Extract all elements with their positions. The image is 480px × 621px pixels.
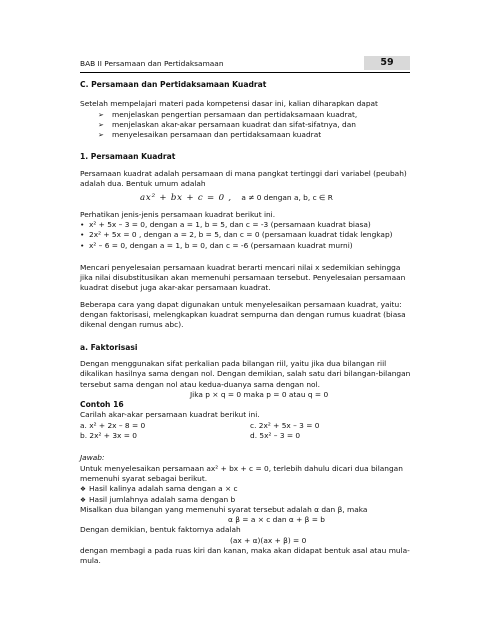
objective-item: ➢ menjelaskan akar-akar persamaan kuadrat dan sifat-sifatnya, dan [80,120,412,130]
example-item: b. 2x² + 3x = 0 [80,431,137,441]
definition-paragraph: Persamaan kuadrat adalah persamaan di mana pangkat tertinggi dari variabel (peubah) adalah dua. Bentuk umum adalah [80,168,407,189]
alpha-beta-relation: α β = a × c dan α + β = b [228,515,325,525]
type-item: • 2x² + 5x = 0 , dengan a = 2, b = 5, dan c = 0 (persamaan kuadrat tidak lengkap) [80,230,412,240]
answer-paragraph-3: Dengan demikian, bentuk faktornya adalah [80,525,241,535]
chapter-title: BAB II Persamaan dan Pertidaksamaan [80,59,224,68]
example-item: d. 5x² – 3 = 0 [250,431,301,441]
zero-product-rule: Jika p × q = 0 maka p = 0 atau q = 0 [190,389,329,399]
header-rule [80,72,410,73]
page-header [80,56,410,74]
answer-paragraph-2: Misalkan dua bilangan yang memenuhi syarat tersebut adalah α dan β, maka [80,504,368,514]
objective-item: ➢ menjelaskan pengertian persamaan dan pertidaksamaan kuadrat, [80,110,412,120]
types-list [80,220,412,251]
example-intro: Carilah akar-akar persamaan kuadrat berikut ini. [80,410,260,420]
general-form-condition: a ≠ 0 dengan a, b, c ∈ R [241,193,333,203]
page-number: 59 [364,56,410,70]
page-content [80,80,412,567]
general-form-equation: ax² + bx + c = 0 , [140,193,232,204]
answer-paragraph: Untuk menyelesaikan persamaan ax² + bx + c = 0, terlebih dahulu dicari dua bilangan memenuhi syarat sebagai berikut. [80,463,403,483]
answer-paragraph-4: dengan membagi a pada ruas kiri dan kanan, maka akan didapat bentuk asal atau mula-mula. [80,545,410,566]
type-item: • x² + 5x – 3 = 0, dengan a = 1, b = 5, dan c = -3 (persamaan kuadrat biasa) [80,220,412,230]
answer-label: Jawab: [80,453,105,463]
example-item: c. 2x² + 5x – 3 = 0 [250,420,320,430]
general-form [80,193,412,203]
intro-text: Setelah mempelajari materi pada kompetensi dasar ini, kalian diharapkan dapat [80,99,378,109]
example-title: Contoh 16 [80,400,124,410]
conditions-list [80,484,412,505]
example-item: a. x² + 2x – 8 = 0 [80,420,146,430]
subsection-title: 1. Persamaan Kuadrat [80,152,176,162]
objectives-list [80,110,412,141]
section-title: C. Persamaan dan Pertidaksamaan Kuadrat [80,80,267,89]
types-intro: Perhatikan jenis-jenis persamaan kuadrat berikut ini. [80,209,276,219]
condition-item: ❖ Hasil kalinya adalah sama dengan a × c [80,484,412,494]
objective-item: ➢ menyelesaikan persamaan dan pertidaksamaan kuadrat [80,130,412,140]
factor-form: (ax + α)(ax + β) = 0 [230,535,307,545]
methods-paragraph: Beberapa cara yang dapat digunakan untuk menyelesaikan persamaan kuadrat, yaitu: dengan faktorisasi, melengkapkan kuadrat sempurna dan dengan rumus kuadrat (biasa dikenal dengan rumus abc). [80,299,406,330]
condition-item: ❖ Hasil jumlahnya adalah sama dengan b [80,495,412,505]
factorisation-paragraph: Dengan menggunakan sifat perkalian pada bilangan riil, yaitu jika dua bilangan riil dikalikan hasilnya sama dengan nol. Dengan demikian, salah satu dari bilangan-bilangan tersebut sama dengan nol atau kedua-duanya sama dengan nol. [80,358,411,389]
subsection-title-faktorisasi: a. Faktorisasi [80,342,138,352]
type-item: • x² – 6 = 0, dengan a = 1, b = 0, dan c = -6 (persamaan kuadrat murni) [80,241,412,251]
roots-paragraph: Mencari penyelesaian persamaan kuadrat berarti mencari nilai x sedemikian sehingga jika nilai disubstitusikan akan memenuhi persamaan tersebut. Penyelesaian persamaan kuadrat disebut juga akar-akar persamaan kuadrat. [80,262,406,293]
example-items [80,421,412,442]
